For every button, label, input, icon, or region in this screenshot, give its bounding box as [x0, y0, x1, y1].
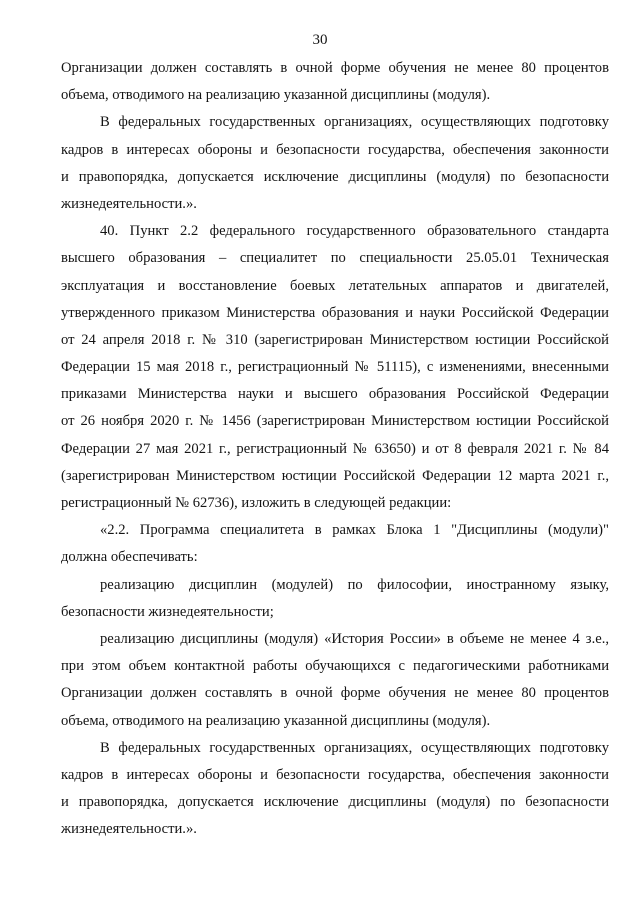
text-line: при этом объем контактной работы обучающихся с педагогическими работниками [61, 658, 609, 675]
text-line: Федерации 27 мая 2021 г., регистрационный № 63650) и от 8 февраля 2021 г. № 84 [61, 440, 609, 457]
text-line: объема, отводимого на реализацию указанной дисциплины (модуля). [61, 712, 491, 729]
text-line: должна обеспечивать: [61, 549, 198, 566]
page-number: 30 [312, 32, 328, 48]
text-line: высшего образования – специалитет по специальности 25.05.01 Техническая [61, 250, 609, 267]
text-line: реализацию дисциплин (модулей) по философии, иностранному языку, [100, 576, 609, 593]
text-line: 40. Пункт 2.2 федерального государственного образовательного стандарта [100, 223, 609, 240]
text-line: безопасности жизнедеятельности; [61, 603, 274, 620]
text-line: и правопорядка, допускается исключение дисциплины (модуля) по безопасности [61, 168, 609, 185]
text-line: Федерации 15 мая 2018 г., регистрационный № 51115), с изменениями, внесенными [61, 359, 609, 376]
text-line: В федеральных государственных организациях, осуществляющих подготовку [100, 114, 609, 131]
text-line: от 24 апреля 2018 г. № 310 (зарегистрирован Министерством юстиции Российской [61, 331, 609, 348]
text-line: эксплуатация и восстановление боевых летательных аппаратов и двигателей, [61, 277, 609, 294]
text-line: жизнедеятельности.». [61, 195, 197, 212]
text-line: «2.2. Программа специалитета в рамках Блока 1 "Дисциплины (модули)" [100, 522, 609, 539]
text-line: Организации должен составлять в очной форме обучения не менее 80 процентов [61, 685, 609, 702]
text-line: кадров в интересах обороны и безопасности государства, обеспечения законности [61, 141, 609, 158]
text-line: (зарегистрирован Министерством юстиции Российской Федерации 12 марта 2021 г., [61, 467, 609, 484]
text-line: регистрационный № 62736), изложить в следующей редакции: [61, 495, 452, 511]
text-line: жизнедеятельности.». [61, 821, 197, 838]
document-body [61, 55, 609, 843]
text-line: утвержденного приказом Министерства образования и науки Российской Федерации [61, 304, 609, 321]
text-line: и правопорядка, допускается исключение дисциплины (модуля) по безопасности [61, 794, 609, 811]
text-line: приказами Министерства науки и высшего образования Российской Федерации [61, 386, 609, 403]
text-line: Организации должен составлять в очной форме обучения не менее 80 процентов [61, 60, 609, 76]
text-line: от 26 ноября 2020 г. № 1456 (зарегистрирован Министерством юстиции Российской [61, 413, 609, 430]
text-line: кадров в интересах обороны и безопасности государства, обеспечения законности [61, 766, 609, 783]
text-line: реализацию дисциплины (модуля) «История России» в объеме не менее 4 з.е., [100, 630, 609, 647]
text-line: В федеральных государственных организациях, осуществляющих подготовку [100, 739, 609, 756]
text-line: объема, отводимого на реализацию указанной дисциплины (модуля). [61, 87, 491, 104]
